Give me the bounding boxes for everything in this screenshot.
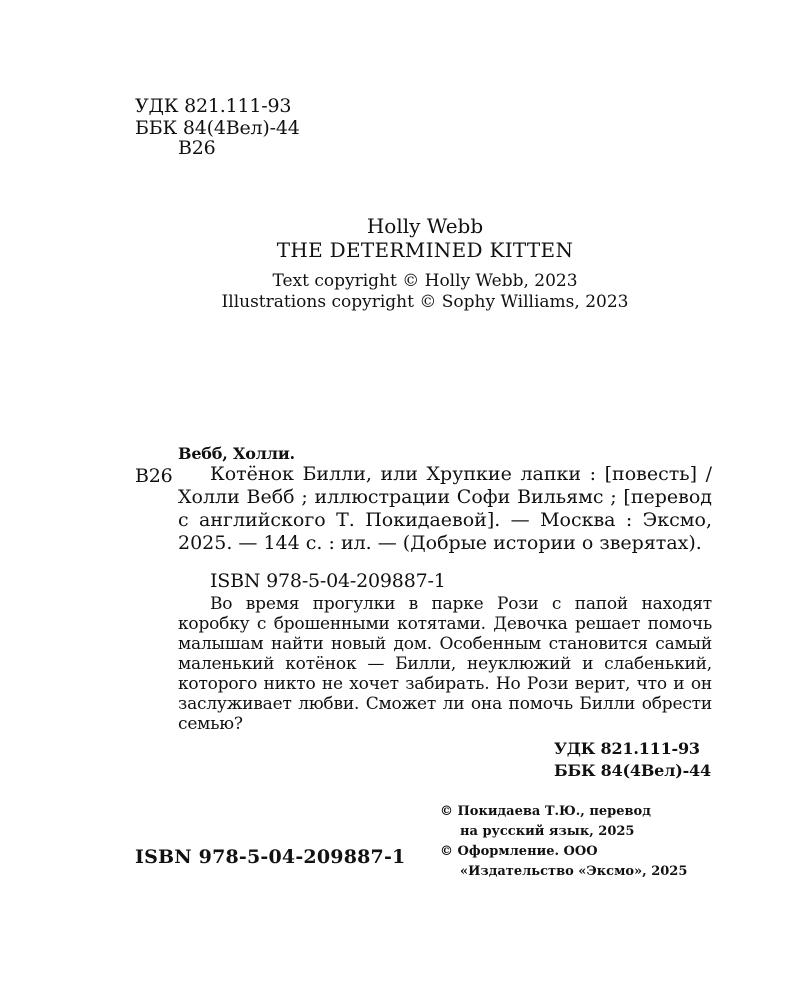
copyright-block [440,802,687,882]
original-author: Holly Webb [366,214,484,238]
description-text: Котёнок Билли, или Хрупкие лапки : [повесть] / Холли Вебб ; иллюстрации Софи Вильямс ; [перевод с английского Т. Покидаевой]. — Москва : Эксмо, 2025. — 144 с. : ил. — (Добрые истории о зверятах). [178,463,712,554]
footer-bbk: ББК 84(4Вел)-44 [554,761,711,780]
record-author: Вебб, Холли. [178,444,295,463]
design-copyright-cont: «Издательство «Эксмо», 2025 [460,864,688,879]
bbk-code: ББК 84(4Вел)-44 [135,117,300,139]
record-isbn: ISBN 978-5-04-209887-1 [210,570,446,592]
text-copyright: Text copyright © Holly Webb, 2023 [272,271,578,291]
annotation [178,594,712,734]
bibliographic-description [178,463,712,555]
translation-copyright-cont: на русский язык, 2025 [460,824,635,839]
record-code: В26 [135,465,173,487]
footer-udk: УДК 821.111-93 [554,739,700,758]
original-title: THE DETERMINED KITTEN [276,238,574,262]
design-copyright: © Оформление. ООО [440,844,598,859]
translation-copyright: © Покидаева Т.Ю., перевод [440,804,651,819]
footer-isbn: ISBN 978-5-04-209887-1 [135,846,406,868]
annotation-text: Во время прогулки в парке Рози с папой находят коробку с брошенными котятами. Девочка решает помочь малышам найти новый дом. Особенным становится самый маленький котёнок — Билли, неуклюжий и слабенький, которого никто не хочет забирать. Но Рози верит, что и он заслуживает любви. Сможет ли она помочь Билли обрести семью? [178,594,712,734]
illustrations-copyright: Illustrations copyright © Sophy Williams, 2023 [221,292,629,312]
author-sign: В26 [178,137,216,159]
udk-code: УДК 821.111-93 [135,95,292,117]
